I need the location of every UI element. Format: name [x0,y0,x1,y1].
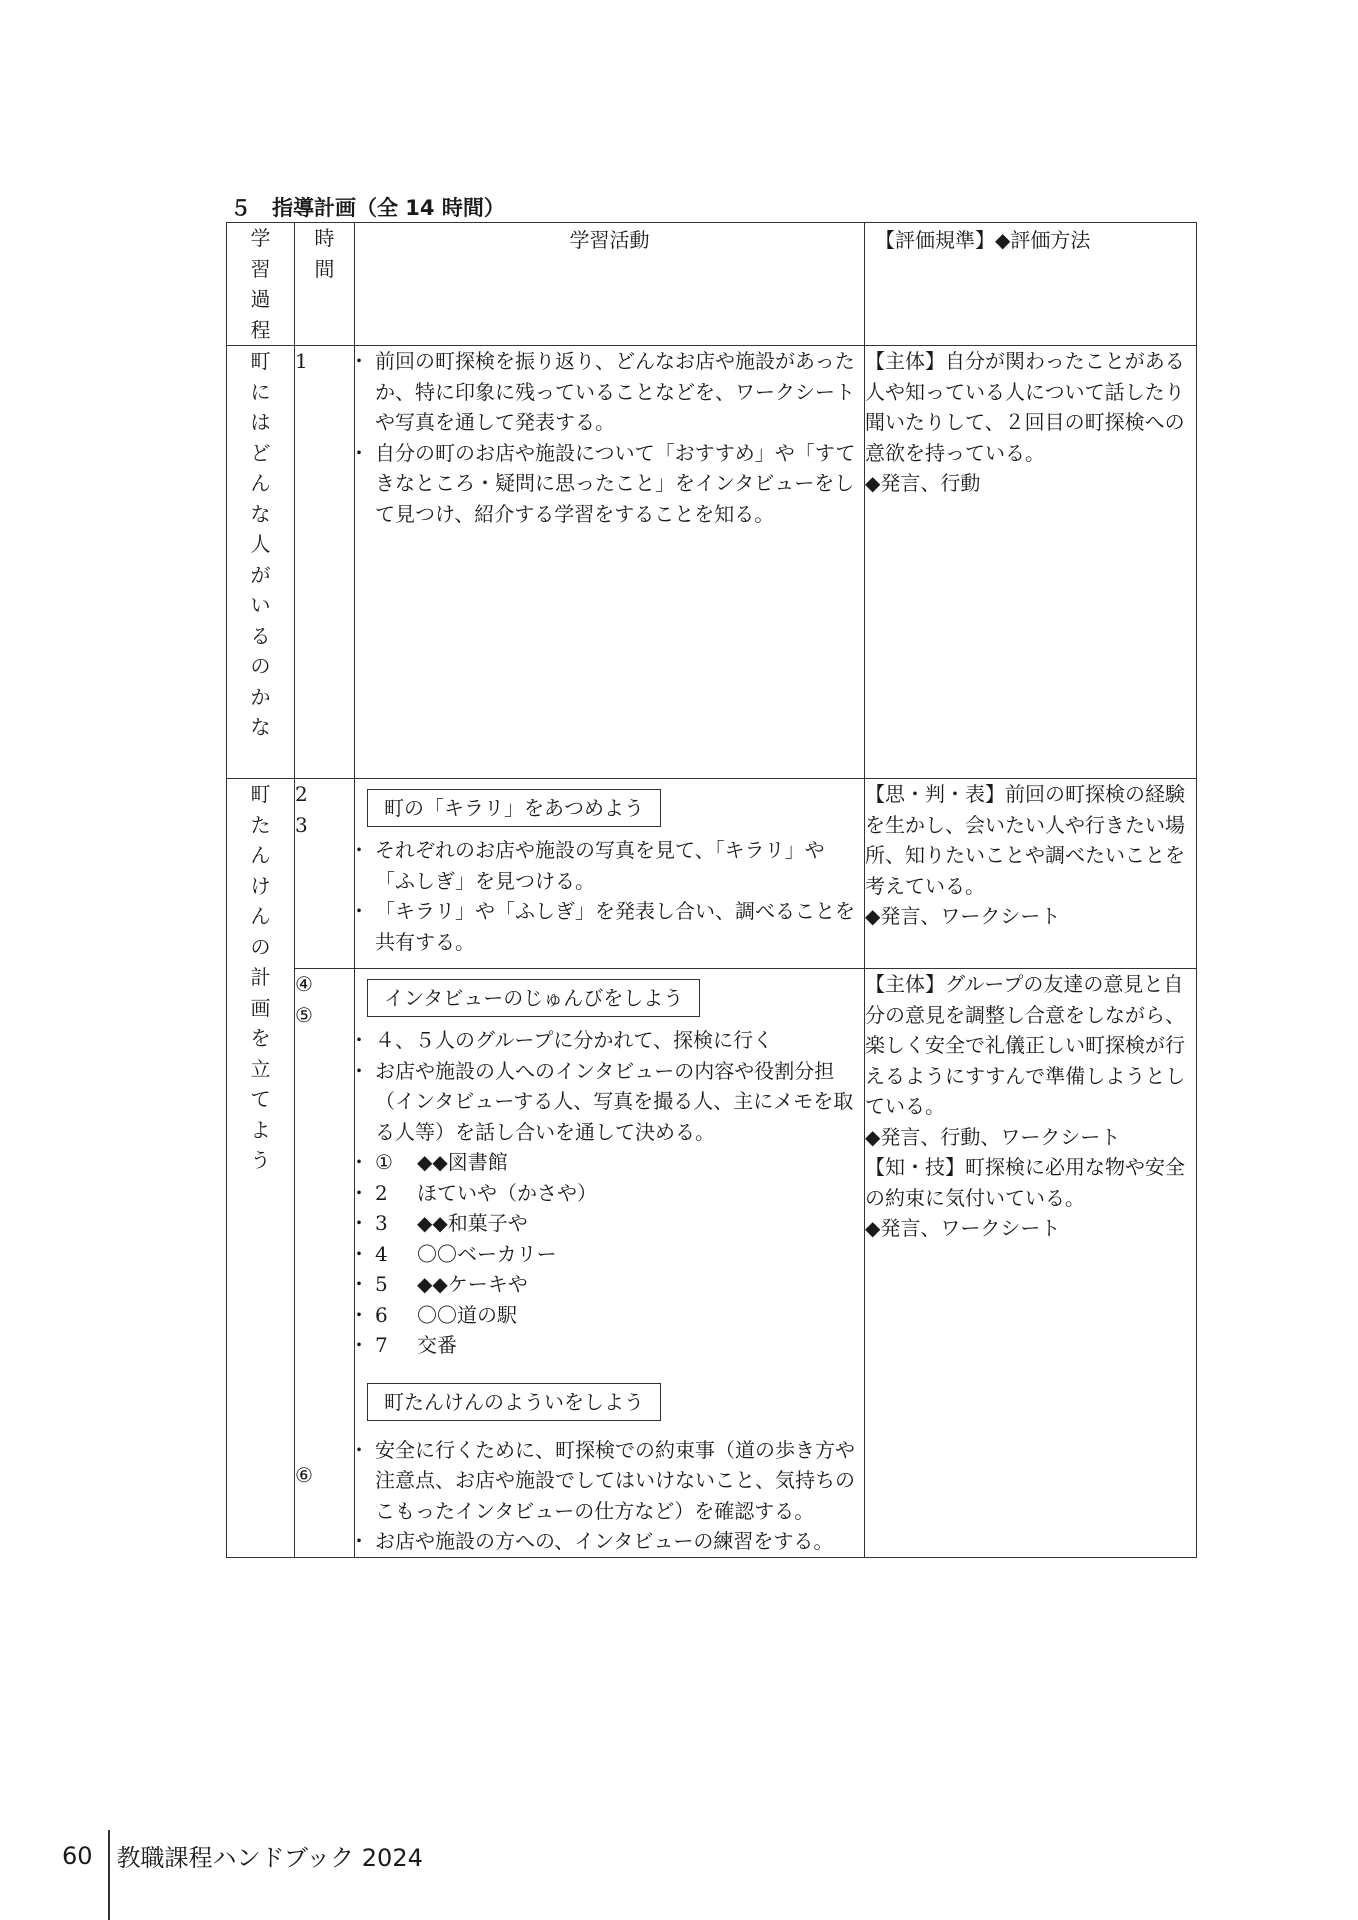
activity-title-box: 町の「キラリ」をあつめよう [367,789,661,827]
table-row-3 [227,969,1197,1558]
list-item: ・ 6 〇〇道の駅 [355,1300,864,1331]
shop-list [355,1147,864,1361]
list-item: ・ 前回の町探検を振り返り、どんなお店や施設があったか、特に印象に残っていることなどを、ワークシートや写真を通して発表する。 [355,346,864,438]
header-evaluation: 【評価規準】◆評価方法 [865,223,1197,346]
page-footer [62,1838,423,1873]
guidance-plan-table [226,222,1197,1558]
list-item: ・ 5 ◆◆ケーキや [355,1269,864,1300]
section-title: ５ 指導計画（全 14 時間） [230,196,505,220]
list-item: ・ ４、５人のグループに分かれて、探検に行く [355,1025,864,1056]
process-cell-2: 町 た ん け ん の 計 画 を 立 て よ う [227,779,295,1558]
hours-cell-2: 2 3 [295,779,355,969]
list-item: ・ お店や施設の人へのインタビューの内容や役割分担（インタビューする人、写真を撮る人、主にメモを取る人等）を話し合いを通して決める。 [355,1056,864,1148]
header-process: 学 習 過 程 [227,223,295,346]
list-item: ・ お店や施設の方への、インタビューの練習をする。 [355,1526,864,1557]
header-hours: 時 間 [295,223,355,346]
list-item: ・ 「キラリ」や「ふしぎ」を発表し合い、調べることを共有する。 [355,896,864,957]
evaluation-cell-1: 【主体】自分が関わったことがある人や知っている人について話したり聞いたりして、２回目の町探検への意欲を持っている。 ◆発言、行動 [865,346,1197,779]
table-row-2 [227,779,1197,969]
process-cell-1: 町 に は ど ん な 人 が い る の か な [227,346,295,779]
list-item: ・ 自分の町のお店や施設について「おすすめ」や「すてきなところ・疑問に思ったこと」をインタビューをして見つけ、紹介する学習をすることを知る。 [355,438,864,530]
hours-cell-3: ④ ⑤ ⑥ [295,969,355,1558]
list-item: ・ それぞれのお店や施設の写真を見て、「キラリ」や「ふしぎ」を見つける。 [355,835,864,896]
evaluation-cell-2: 【思・判・表】前回の町探検の経験を生かし、会いたい人や行きたい場所、知りたいことや調べたいことを考えている。 ◆発言、ワークシート [865,779,1197,969]
list-item: ・ 7 交番 [355,1330,864,1361]
list-item: ・ 4 〇〇ベーカリー [355,1239,864,1270]
list-item: ・ ① ◆◆図書館 [355,1147,864,1178]
list-item: ・ 安全に行くために、町探検での約束事（道の歩き方や注意点、お店や施設でしてはいけないこと、気持ちのこもったインタビューの仕方など）を確認する。 [355,1435,864,1527]
table-header-row [227,223,1197,346]
activity-title-box: 町たんけんのよういをしよう [367,1383,661,1421]
footer-divider [108,1830,110,1920]
evaluation-cell-3: 【主体】グループの友達の意見と自分の意見を調整し合意をしながら、楽しく安全で礼儀正しい町探検が行えるようにすすんで準備しようとしている。 ◆発言、行動、ワークシート 【知・技】町探検に必用な物や安全の約束に気付いている。 ◆発言、ワークシート [865,969,1197,1558]
page-number: 60 [62,1841,93,1870]
list-item: ・ 3 ◆◆和菓子や [355,1208,864,1239]
book-title: 教職課程ハンドブック 2024 [116,1844,423,1872]
activity-title-box: インタビューのじゅんびをしよう [367,979,700,1017]
table-row-1 [227,346,1197,779]
activity-cell-1 [355,346,865,779]
hours-cell-1: 1 [295,346,355,779]
activity-cell-3 [355,969,865,1558]
header-activity: 学習活動 [355,223,865,346]
list-item: ・ 2 ほていや（かさや） [355,1178,864,1209]
activity-cell-2 [355,779,865,969]
